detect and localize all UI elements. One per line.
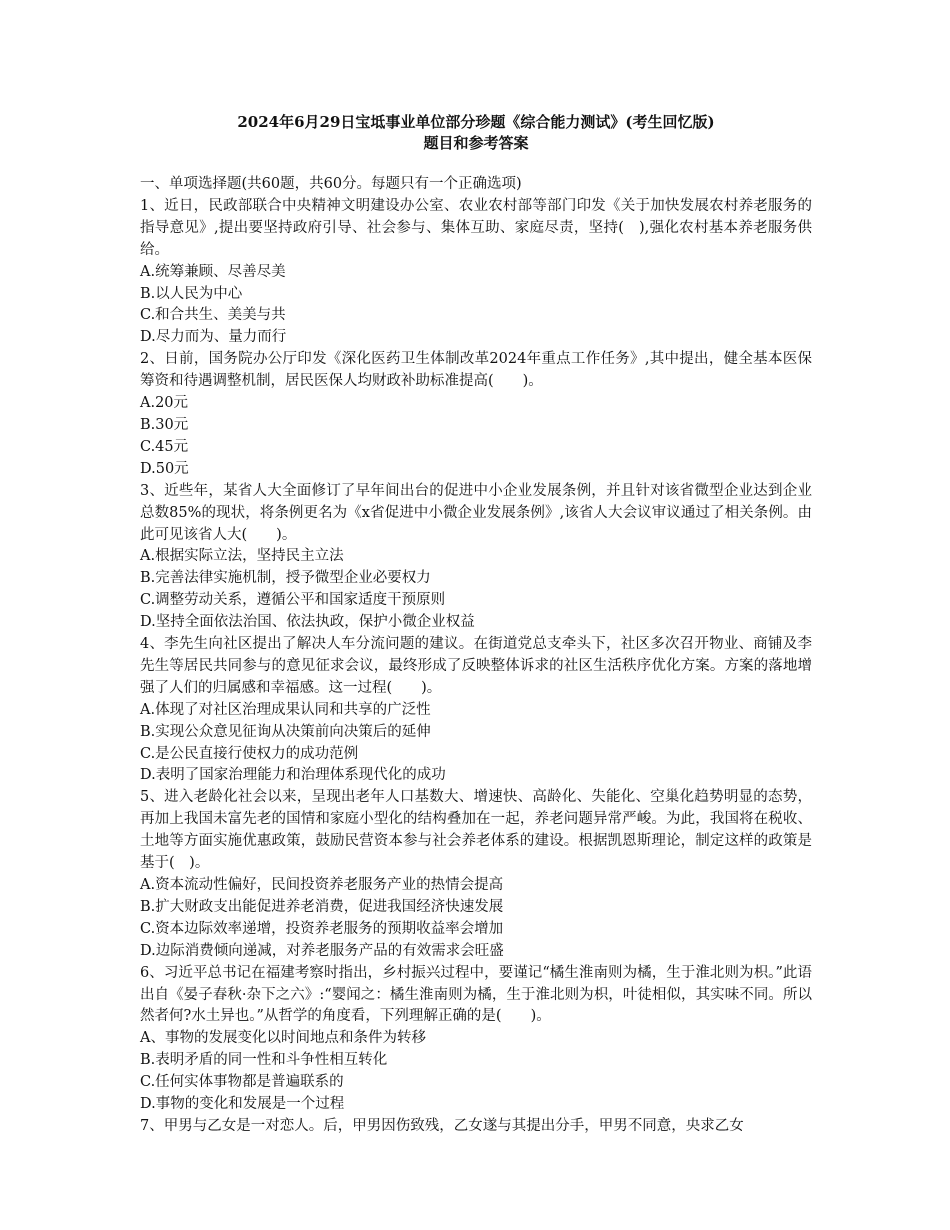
- option-c: C.资本边际效率递增，投资养老服务的预期收益率会增加: [140, 920, 504, 937]
- question-stem: 3、近些年，某省人大全面修订了早年间出台的促进中小企业发展条例，并且针对该省微型企业达到企业总数85%的现状，将条例更名为《x省促进中小微企业发展条例》,该省人大会议审议通过了相关条例。由此可见该省人大( )。: [140, 482, 812, 543]
- option-b: B.表明矛盾的同一性和斗争性相互转化: [140, 1052, 388, 1069]
- option-b: B.实现公众意见征询从决策前向决策后的延伸: [140, 723, 431, 740]
- question-stem: 6、习近平总书记在福建考察时指出，乡村振兴过程中，要谨记“橘生淮南则为橘，生于淮北则为枳。”此语出自《晏子春秋·杂下之六》:“婴闻之：橘生淮南则为橘，生于淮北则为枳，叶徒相似，其实味不同。所以然者何?水土异也。”从哲学的角度看，下列理解正确的是( )。: [140, 964, 812, 1025]
- option-d: D.边际消费倾向递减，对养老服务产品的有效需求会旺盛: [140, 942, 504, 959]
- option-c: C.和合共生、美美与共: [140, 307, 286, 324]
- question-stem: 1、近日，民政部联合中央精神文明建设办公室、农业农村部等部门印发《关于加快发展农村养老服务的指导意见》,提出要坚持政府引导、社会参与、集体互助、家庭尽责，坚持( ),强化农村基本养老服务供给。: [140, 197, 812, 258]
- option-b: B.完善法律实施机制，授予微型企业必要权力: [140, 570, 431, 587]
- question-5: [140, 787, 812, 962]
- question-4: [140, 634, 812, 787]
- option-c: C.是公民直接行使权力的成功范例: [140, 745, 359, 762]
- option-d: D.坚持全面依法治国、依法执政，保护小微企业权益: [140, 614, 475, 631]
- option-a: A.统筹兼顾、尽善尽美: [140, 263, 286, 280]
- option-a: A.体现了对社区治理成果认同和共享的广泛性: [140, 701, 431, 718]
- option-a: A.20元: [140, 395, 189, 412]
- option-d: D.事物的变化和发展是一个过程: [140, 1096, 345, 1113]
- option-d: D.尽力而为、量力而行: [140, 329, 287, 346]
- option-c: C.调整劳动关系，遵循公平和国家适度干预原则: [140, 592, 446, 609]
- option-a: A.资本流动性偏好，民间投资养老服务产业的热情会提高: [140, 877, 504, 893]
- option-a: A、事物的发展变化以时间地点和条件为转移: [140, 1030, 426, 1047]
- document-subtitle: 题目和参考答案: [423, 134, 529, 152]
- option-b: B.扩大财政支出能促进养老消费，促进我国经济快速发展: [140, 898, 504, 915]
- document-title: 2024年6月29日宝坻事业单位部分珍题《综合能力测试》(考生回忆版): [237, 113, 715, 131]
- question-stem: 5、进入老龄化社会以来，呈现出老年人口基数大、增速快、高龄化、失能化、空巢化趋势明显的态势，再加上我国未富先老的国情和家庭小型化的结构叠加在一起，养老问题异常严峻。为此，我国将在税收、土地等方面实施优惠政策，鼓励民营资本参与社会养老体系的建设。根据凯恩斯理论，制定这样的政策是基于( )。: [140, 789, 812, 872]
- document-page: [140, 112, 812, 1138]
- question-stem: 7、甲男与乙女是一对恋人。后，甲男因伤致残，乙女遂与其提出分手，甲男不同意，央求乙女: [140, 1117, 744, 1134]
- option-c: C.任何实体事物都是普遍联系的: [140, 1074, 344, 1091]
- question-3: [140, 481, 812, 634]
- question-2: [140, 349, 812, 480]
- option-c: C.45元: [140, 438, 189, 455]
- question-stem: 4、李先生向社区提出了解决人车分流问题的建议。在街道党总支牵头下，社区多次召开物业、商铺及李先生等居民共同参与的意见征求会议，最终形成了反映整体诉求的社区生活秩序优化方案。方案的落地增强了人们的归属感和幸福感。这一过程( )。: [140, 636, 812, 696]
- question-stem: 2、日前，国务院办公厅印发《深化医药卫生体制改革2024年重点工作任务》,其中提出，健全基本医保筹资和待遇调整机制，居民医保人均财政补助标准提高( )。: [140, 351, 812, 390]
- option-b: B.以人民为中心: [140, 285, 243, 302]
- question-1: [140, 196, 812, 349]
- question-7: [140, 1116, 812, 1138]
- document-title-block: [140, 112, 812, 154]
- question-6: [140, 963, 812, 1116]
- option-b: B.30元: [140, 416, 189, 433]
- option-d: D.表明了国家治理能力和治理体系现代化的成功: [140, 767, 446, 784]
- option-a: A.根据实际立法，坚持民主立法: [140, 548, 344, 565]
- option-d: D.50元: [140, 460, 189, 477]
- section-heading: 一、单项选择题(共60题，共60分。每题只有一个正确选项): [140, 176, 522, 192]
